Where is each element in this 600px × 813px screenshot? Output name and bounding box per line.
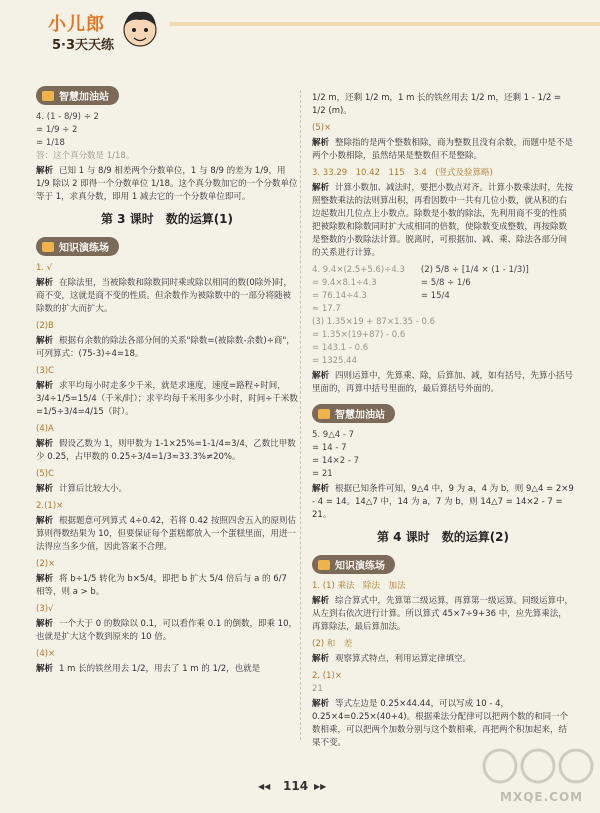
answer-line: (3)√	[36, 604, 54, 614]
calc-line: = 5/8 ÷ 1/6	[420, 278, 471, 288]
explanation: 解析 假设乙数为 1，则甲数为 1-1×25%=1-1/4=3/4，乙数比甲数少 0.25，占甲数的 0.25÷3/4=1/3≈33.3%≠20%。	[36, 439, 296, 462]
calc-line: = 1325.44	[312, 356, 357, 366]
explanation: 解析 在除法里，当被除数和除数同时乘或除以相同的数(0除外)时，商不变，这就是商不变的性质。但余数作为被除数中的一部分将随被除数的扩大而扩大。	[36, 278, 293, 314]
answer-line: 1. √	[36, 263, 53, 273]
explanation: 解析 等式左边是 0.25×44.44，可以写成 10 - 4，0.25×4=0.25×(40+4)。根据乘法分配律可以把两个数的和同一个数相乘，可以把两个加数分别与这个数相乘，再把两个积加起来，结果不变。	[312, 699, 569, 748]
prev-arrow-icon: ◀◀	[258, 782, 271, 791]
section-label: 知识演练场	[59, 243, 109, 254]
column-divider	[300, 90, 301, 740]
calc-line: (3) 1.35×19 + 87×1.35 - 0.6	[312, 317, 435, 327]
explanation: 解析 观察算式特点，利用运算定律填空。	[312, 654, 472, 664]
explanation: 解析 四则运算中，先算乘、除，后算加、减，如有括号，先算小括号里面的，再算中括号里面的，最后算括号外面的。	[312, 371, 574, 394]
badge-icon	[42, 91, 54, 101]
calc-line: = 143.1 - 0.6	[312, 343, 369, 353]
section-tag-zhishi-right	[312, 555, 395, 574]
lesson-title: 第 4 课时 数的运算(2)	[376, 530, 510, 544]
explanation: 解析 计算小数加、减法时，要把小数点对齐。计算小数乘法时，先按照整数乘法的法则算出积，再看因数中一共有几位小数，就从积的右边起数出几位点上小数点。除数是小数的除法，先利用商不变的性质把被除数和除数同时扩大成相同的倍数，使除数变成整数，再按除数是整数的小数除法计算。脱离时，可根据加、减、乘、除法各部分间的关系进行计算。	[312, 183, 574, 258]
answer-line: 4. (1 - 8/9) ÷ 2	[36, 112, 99, 122]
answer-line: (5)C	[36, 469, 54, 479]
answer-line: (2)B	[36, 321, 54, 331]
explanation: 解析 已知 1 与 8/9 相差两个分数单位，1 与 8/9 的差为 1/9，用 1/9 除以 2 即得一个分数单位 1/18。这个真分数加它的一个分数单位等于 1，求真分数，即用 1 减去它的一个分数单位即可。	[36, 166, 298, 202]
right-column	[312, 90, 574, 754]
answer-line: 1. (1) 乘法 除法 加法	[312, 581, 406, 591]
watermark-text: MXQE.COM	[500, 790, 584, 804]
calc-line: = 15/4	[420, 291, 450, 301]
section-tag-zhihui-right	[312, 404, 395, 423]
badge-icon	[42, 242, 54, 252]
answer-line: = 1/9 ÷ 2	[36, 125, 78, 135]
answer-line: 2.(1)×	[36, 501, 64, 511]
calc-line: = 1.35×(19+87) - 0.6	[312, 330, 406, 340]
page-number: 114	[283, 779, 309, 793]
explanation: 解析 求平均每小时走多少千米，就是求速度，速度=路程÷时间，3/4÷1/5=15/4（千米/时）；求平均每千米用多少小时，时间÷千米数=1/5÷3/4=4/15（时）。	[36, 381, 298, 417]
calc-line: 5. 9△4 - 7	[312, 430, 355, 440]
mascot-icon	[118, 6, 162, 54]
answer-line: 2. (1)×	[312, 671, 342, 681]
answer-line: (3)C	[36, 366, 54, 376]
answer-line: (2)×	[36, 559, 56, 569]
calc-line: = 9.4×8.1÷4.3	[312, 278, 377, 288]
section-label: 智慧加油站	[335, 410, 385, 421]
explanation: 解析 整除指的是两个整数相除，商为整数且没有余数，而题中是不是两个小数相除，虽然结果是整数但不是整除。	[312, 138, 574, 161]
answer-line: (5)×	[312, 123, 332, 133]
explanation: 解析 综合算式中，先算第二级运算，再算第一级运算。同级运算中，从左到右依次进行计算。所以算式 45×7÷9+36 中，应先算乘法，再算除法，最后算加法。	[312, 596, 574, 632]
calc-left	[312, 264, 405, 316]
answer-line: (4)A	[36, 424, 54, 434]
badge-icon	[318, 560, 330, 570]
answer-line: (2) 和 差	[312, 639, 353, 649]
answer-line: = 1/18	[36, 138, 65, 148]
calc-line: 4. 9.4×(2.5+5.6)÷4.3	[312, 265, 405, 275]
explanation: 解析 根据有余数的除法各部分间的关系"除数=(被除数-余数)÷商"，可列算式：(75-3)÷4=18。	[36, 336, 295, 359]
answer-line: (4)×	[36, 649, 56, 659]
explanation: 解析 1 m 长的铁丝用去 1/2，用去了 1 m 的 1/2，也就是	[36, 664, 261, 674]
section-label: 智慧加油站	[59, 92, 109, 103]
left-column	[36, 82, 298, 680]
answer-line: 3. 33.29 10.42 115 3.4 (竖式及验算略)	[312, 168, 493, 178]
header	[0, 0, 600, 60]
explanation: 解析 将 b÷1/5 转化为 b×5/4，即把 b 扩大 5/4 倍后与 a 的 6/7 相等，则 a > b。	[36, 574, 287, 597]
calc-line: ≈ 17.7	[312, 304, 341, 314]
lesson-title: 第 3 课时 数的运算(1)	[100, 212, 234, 226]
calc-block	[312, 264, 574, 316]
explanation: 解析 一个大于 0 的数除以 0.1，可以看作乘 0.1 的倒数，即乘 10，也就是扩大这个数到原来的 10 倍。	[36, 619, 297, 642]
calc-line: = 14×2 - 7	[312, 456, 360, 466]
calc-line: (2) 5/8 ÷ [1/4 × (1 - 1/3)]	[420, 265, 529, 275]
explanation-continued: 1/2 m，还剩 1/2 m，1 m 长的铁丝用去 1/2 m，还剩 1 - 1/2 = 1/2 (m)。	[312, 93, 562, 116]
calc-line: = 21	[312, 469, 333, 479]
explanation: 解析 根据题意可列算式 4÷0.42，若将 0.42 按照四舍五入的原则估算则得数结果为 10，但要保证每个蛋糕都放入一个蛋糕里面，用进一法得应当多少值，因此答案不合理。	[36, 516, 297, 552]
next-arrow-icon: ▶▶	[314, 782, 327, 791]
brand-logo: 小儿郎	[48, 14, 105, 35]
badge-icon	[318, 409, 330, 419]
calc-line: = 76.14÷4.3	[312, 291, 367, 301]
calc-line: = 14 - 7	[312, 443, 347, 453]
header-band	[170, 22, 600, 26]
answer-line: 21	[312, 684, 323, 694]
explanation: 解析 计算后比较大小。	[36, 484, 128, 494]
calc-right	[421, 264, 529, 316]
section-tag-zhishi	[36, 237, 119, 256]
series-title: 5·3天天练	[52, 38, 115, 53]
answer-line: 答：这个真分数是 1/18。	[36, 151, 135, 161]
explanation: 解析 根据已知条件可知，9△4 中，9 为 a，4 为 b，则 9△4 = 2×9 - 4 = 14。14△7 中，14 为 a，7 为 b，则 14△7 = 14×2 - 7 = 21。	[312, 484, 574, 520]
section-label: 知识演练场	[335, 561, 385, 572]
section-tag-zhihui	[36, 86, 119, 105]
